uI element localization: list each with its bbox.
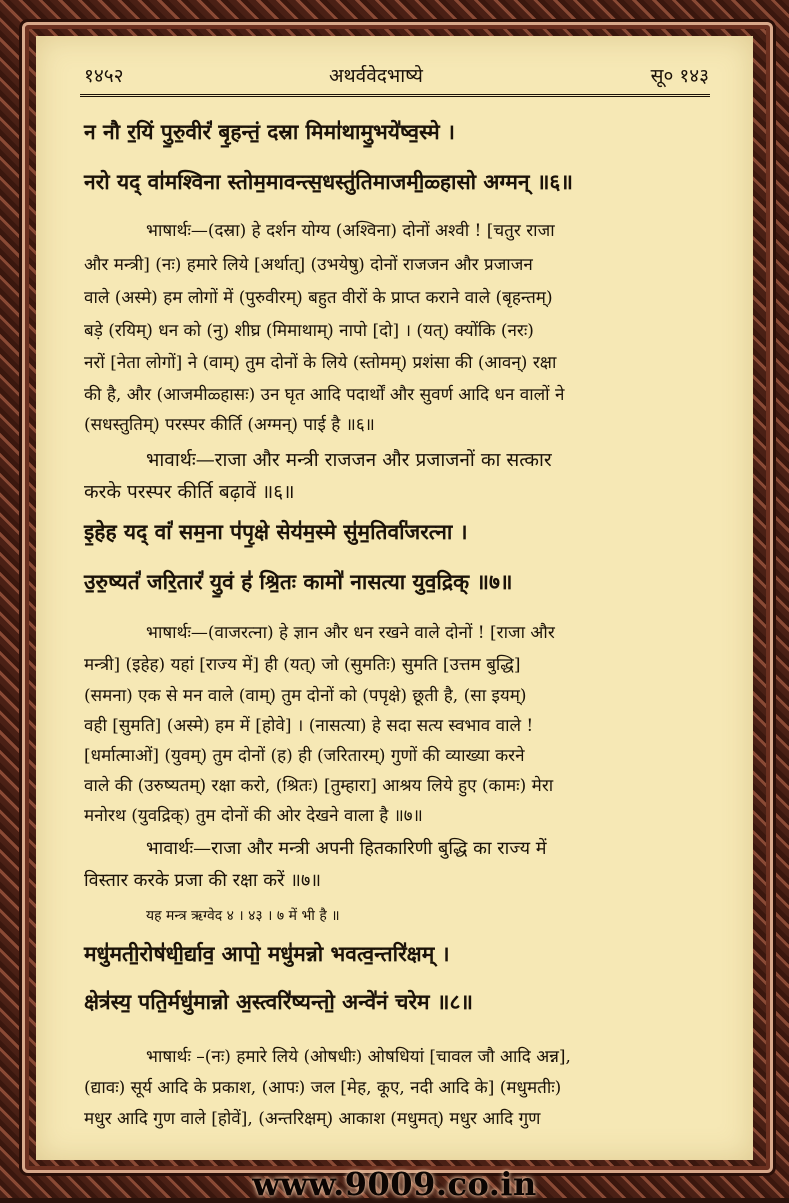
bhavartha6-line: की है, और (आजमीळ्हासः) उन घृत आदि पदार्थों और सुवर्ण आदि धन वालों ने xyxy=(84,385,565,405)
verse6-line1: न नौ र॒यिं पु॒रु॒वीरं॑ बृ॒हन्तं॒ दस्रा मिमा॑थामु॒भये॑ष्व॒स्मे । xyxy=(84,119,456,144)
bhavartha8-line: (द्यावः) सूर्य आदि के प्रकाश, (आपः) जल [मेह, कूए, नदी आदि के] (मधुमतीः) xyxy=(84,1078,562,1098)
reference-note: यह मन्त्र ऋग्वेद ४ । ४३ । ७ में भी है ॥ xyxy=(146,908,340,924)
bhavartha6-summary-line: भावार्थः—राजा और मन्त्री राजजन और प्रजाजनों का सत्कार xyxy=(146,449,552,471)
verse7-line1: इ॒हेह यद् वां॑ सम॒ना प॑पृ॒क्षे सेय॑म॒स्मे सु॑म॒तिर्वा॑जरत्ना । xyxy=(84,519,468,544)
verse6-line2: नरो यद् वा॑मश्विना स्तोम॒मावन्त्स॒धस्तु॑तिमाजमी॒ळ्हासो अग्मन् ॥६॥ xyxy=(84,169,573,194)
bhavartha7-line: (समना) एक से मन वाले (वाम्) तुम दोनों को (पपृक्षे) छूती है, (सा इयम्) xyxy=(84,686,527,706)
bhavartha6-line: (सधस्तुतिम्) परस्पर कीर्ति (अग्मन्) पाई है ॥६॥ xyxy=(84,415,375,435)
verse7-line2: उ॒रु॒ष्यतं॑ जरि॒तारं॑ यु॒वं ह॑ श्रि॒तः कामो॑ नासत्या युव॒द्रिक् ॥७॥ xyxy=(84,569,513,594)
bhavartha8-line: भाषार्थः –(नः) हमारे लिये (ओषधीः) ओषधियां [चावल जौ आदि अन्न], xyxy=(146,1047,571,1067)
sukta-number: सू० १४३ xyxy=(650,65,709,87)
page-header xyxy=(84,62,709,92)
bhavartha6-line: वाले (अस्मे) हम लोगों में (पुरुवीरम्) बहुत वीरों के प्राप्त कराने वाले (बृहन्तम्) xyxy=(84,288,553,308)
bhavartha8-line: मधुर आदि गुण वाले [होवें], (अन्तरिक्षम्) आकाश (मधुमत्) मधुर आदि गुण xyxy=(84,1109,541,1129)
bhavartha7-summary-line: भावार्थः—राजा और मन्त्री अपनी हितकारिणी बुद्धि का राज्य में xyxy=(146,838,547,859)
header-rule xyxy=(80,94,710,97)
bhavartha7-summary-line: विस्तार करके प्रजा की रक्षा करें ॥७॥ xyxy=(84,870,322,891)
site-watermark: www.9009.co.in xyxy=(252,1165,537,1203)
book-title: अथर्ववेदभाष्ये xyxy=(329,65,423,87)
bhavartha7-line: [धर्मात्माओं] (युवम्) तुम दोनों (ह) ही (जरितारम्) गुणों की व्याख्या करने xyxy=(84,746,525,766)
bhavartha7-line: वही [सुमति] (अस्मे) हम में [होवे] । (नासत्या) हे सदा सत्य स्वभाव वाले ! xyxy=(84,716,534,736)
bhavartha6-line: बड़े (रयिम्) धन को (नु) शीघ्र (मिमाथाम्) नापो [दो] । (यत्) क्योंकि (नरः) xyxy=(84,321,534,341)
bhavartha7-line: भाषार्थः—(वाजरत्ना) हे ज्ञान और धन रखने वाले दोनों ! [राजा और xyxy=(146,623,555,643)
verse8-line2: क्षेत्र॑स्य॒ पति॒र्मधु॑मान्नो अ॒स्त्वरि॑ष्यन्तो॒ अन्वे॑नं चरेम ॥८॥ xyxy=(84,989,473,1014)
verse8-line1: मधु॑मती॒रोष॑धी॒र्द्याव॒ आपो॒ मधु॑मन्नो भवत्व॒न्तरि॑क्षम् । xyxy=(84,941,450,966)
bhavartha7-line: मन्त्री] (इहेह) यहां [राज्य में] ही (यत्) जो (सुमतिः) सुमति [उत्तम बुद्धि] xyxy=(84,655,521,675)
bhavartha7-line: वाले की (उरुष्यतम्) रक्षा करो, (श्रितः) [तुम्हारा] आश्रय लिये हुए (कामः) मेरा xyxy=(84,776,554,796)
bhavartha7-line: मनोरथ (युवद्रिक्) तुम दोनों की ओर देखने वाला है ॥७॥ xyxy=(84,806,423,826)
bhavartha6-line: नरों [नेता लोगों] ने (वाम्) तुम दोनों के लिये (स्तोमम्) प्रशंसा की (आवन्) रक्षा xyxy=(84,353,557,373)
bhavartha6-line: और मन्त्री] (नः) हमारे लिये [अर्थात्] (उभयेषु) दोनों राजजन और प्रजाजन xyxy=(84,255,533,275)
page-number: १४५२ xyxy=(84,65,124,87)
bhavartha6-summary-line: करके परस्पर कीर्ति बढ़ावें ॥६॥ xyxy=(84,481,295,503)
bhavartha6-line: भाषार्थः—(दस्रा) हे दर्शन योग्य (अश्विना) दोनों अश्वी ! [चतुर राजा xyxy=(146,221,555,241)
